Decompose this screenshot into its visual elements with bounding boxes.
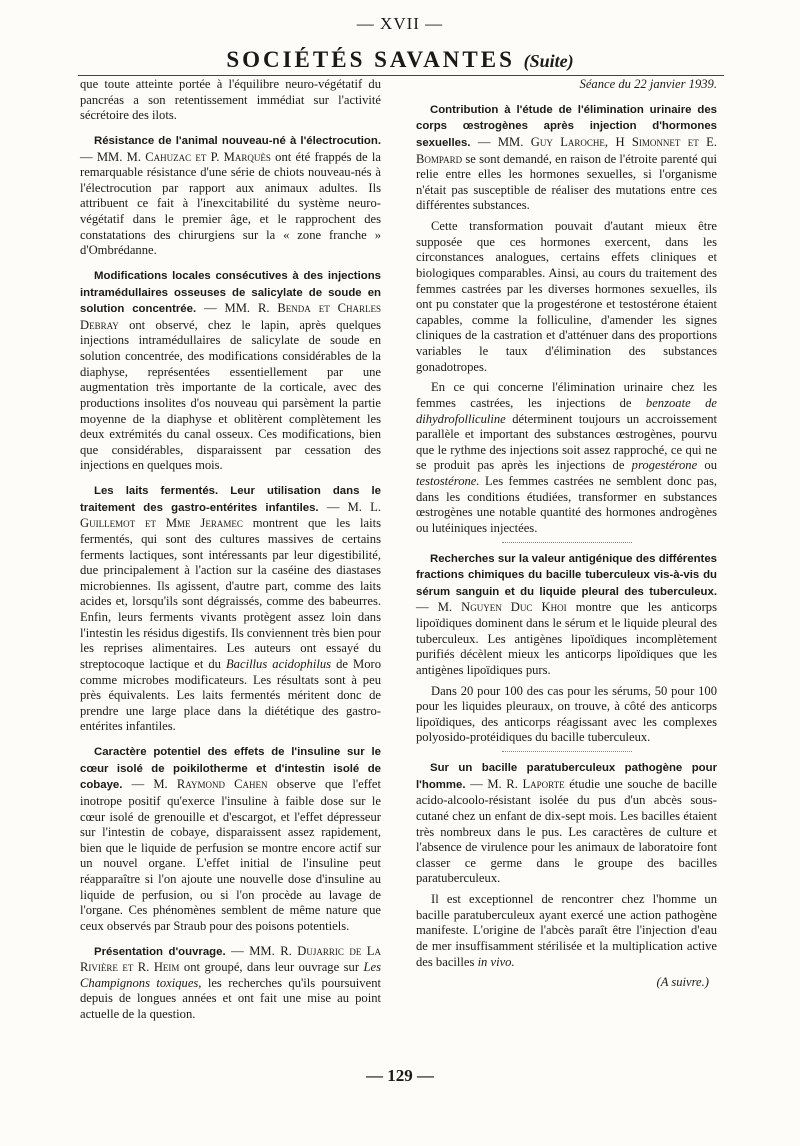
article-salicylate	[80, 268, 381, 474]
text-run: En ce qui concerne l'élimination urinaire chez les femmes castrées, les injections de	[416, 380, 717, 410]
article-title: Les laits fermentés. Leur utilisation dans le traitement des gastro-entérites infantiles.	[80, 485, 381, 514]
article-oestrogenes	[416, 102, 717, 214]
article-body: montre que les anticorps lipoïdiques dominent dans le sérum et le liquide pleural des tuberculeux. Les antigènes lipoïdiques incomplètement purifiés décèlent mieux les anticorps lipoïdiques que les antigènes lipoïdiques purs.	[416, 600, 717, 677]
text-italic: progestérone	[631, 458, 698, 473]
section-title-suite: (Suite)	[523, 51, 574, 71]
article-ouvrage	[80, 944, 381, 1023]
right-column	[416, 77, 717, 1000]
article-body: les recherches qu'ils poursuivent depuis de longues années et ont fait une mise au point actuelle de la question.	[80, 975, 381, 1021]
article-title: Sur un bacille paratuberculeux pathogène pour l'homme.	[416, 762, 717, 791]
intro-paragraph: que toute atteinte portée à l'équilibre neuro-végétatif du pancréas a son retentissement immédiat sur l'activité sécrétoire des ilots.	[80, 77, 381, 123]
article-laits-fermentes	[80, 483, 381, 735]
article-body: étudie une souche de bacille acido-alcoolo-résistant isolée du pus d'un abcès sous-cutané chez un enfant de dix-sept mois. Les bacilles étaient très nombreux dans le pus. Les caractères de culture et l'absence de virulence pour les animaux de laboratoire font classer ce germe dans le groupe des bacilles paratuberculeux.	[416, 776, 717, 886]
page-folio: — XVII —	[356, 14, 444, 33]
text-italic: testostérone.	[416, 474, 480, 488]
article-authors: — MM. R. Dujarric de La Rivière et R. Heim	[80, 943, 381, 975]
article-body-italic: Les Champignons toxiques,	[80, 960, 381, 990]
a-suivre: (A suivre.)	[656, 975, 709, 990]
article-authors: — MM. M. Cahuzac et P. Marquès	[80, 149, 271, 164]
text-run: Il est exceptionnel de rencontrer chez l'homme un bacille paratuberculeux ayant exercé une action pathogène manifeste. L'origine de l'abcès paraît être l'injection d'eau de mer insuffisamment stérilisée et la multiplication active des bacilles	[416, 892, 717, 969]
article-body: se sont demandé, en raison de l'étroite parenté qui relie entre elles les hormones sexuelles, si l'organisme n'était pas susceptible de réaliser des mutations entre ces différentes substances.	[416, 151, 717, 213]
article-authors: — M. Nguyen Duc Khoi	[416, 600, 567, 615]
article-authors: — M. L. Guillemot et Mme Jeramec	[80, 499, 381, 531]
text-run: Les femmes castrées ne semblent donc pas, dans les conditions étudiées, transformer en substances œstrogènes une notable quantité des hormones androgènes ou lutéiniques injectées.	[416, 474, 717, 535]
article-paragraph: Cette transformation pouvait d'autant mieux être supposée que ces hormones exercent, dans les circonstances analogues, certains effets cliniques et biologiques comparables. Ainsi, au cours du traitement des femmes castrées par les diverses hormones sexuelles, ils ont pu constater que la progestérone et testostérone étaient capables, comme la folliculine, d'amender les signes cliniques de la castration et d'atténuer dans des proportions variables le taux d'élimination des substances gonadotropes.	[416, 219, 717, 374]
seance-date: Séance du 22 janvier 1939.	[579, 77, 717, 91]
article-paragraph	[416, 892, 717, 970]
section-title	[0, 47, 800, 73]
article-authors: — M. R. Laporte	[470, 776, 565, 791]
article-body: ont observé, chez le lapin, après quelques injections intramédullaires de salicylate de soude en solution concentrée, des modifications considérables de la diaphyse, représentées essentiellement par une augmentation très importante de la corticale, avec des productions insolites d'os nouveau qui parsèment la partie moyenne de la diaphyse et oblitèrent complètement les deux extrémités du canal osseux. Ces modifications, bien que considérables, disparaissent par cessation des injections en quelques mois.	[80, 317, 382, 473]
article-electrocution	[80, 133, 381, 259]
article-title: Modifications locales consécutives à des injections intramédullaires osseuses de salicylate de soude en solution concentrée.	[80, 269, 381, 316]
text-run: ou	[704, 458, 718, 473]
article-title: Résistance de l'animal nouveau-né à l'électrocution.	[94, 134, 381, 147]
article-body: de Moro comme microbes modificateurs. Les résultats sont à peu près équivalents. Les laits fermentés méritent donc de prendre une large place dans la diététique des gastro-entérites infantiles.	[80, 656, 381, 734]
article-authors: — M. Raymond Cahen	[131, 777, 268, 792]
separator	[502, 542, 632, 543]
article-paragraph	[416, 380, 717, 536]
article-title: Contribution à l'étude de l'élimination urinaire des corps œstrogènes après injection d'hormones sexuelles.	[416, 103, 717, 149]
text-italic: benzoate de dihydrofolliculine	[416, 395, 717, 426]
article-body: montrent que les laits fermentés, qui sont des cultures massives de certains ferments lactiques, sont intéressants par leur digestibilité, due principalement à l'action sur la caséine des diastases microbiennes. Ils agissent, d'autre part, comme des laits acides et, lorsqu'ils sont dégraissés, comme des babeurres. Enfin, leurs ferments vivants protègent assez loin dans l'intestin les résidus digestifs. Ils conviennent très bien pour les reprises alimentaires. Les auteurs ont essayé du streptocoque lactique et du	[80, 516, 381, 671]
article-title: Présentation d'ouvrage.	[94, 945, 226, 958]
separator	[502, 751, 632, 752]
article-insuline	[80, 744, 381, 935]
text-run: déterminent toujours un accroissement parallèle et important des substances œstrogènes, pourvu que le rythme des injections soit assez rapproché, ce qui ne se produit pas après les injections de	[416, 411, 717, 473]
title-rule	[78, 75, 724, 76]
article-body-italic: Bacillus acidophilus	[225, 656, 332, 671]
article-authors: — MM. Guy Laroche, H Simonnet et E. Bompard	[416, 134, 718, 166]
article-title: Recherches sur la valeur antigénique des différentes fractions chimiques du bacille tuberculeux vis-à-vis du sérum sanguin et du liquide pleural des tuberculeux.	[416, 552, 717, 598]
article-authors: — MM. R. Benda et Charles Debray	[80, 301, 381, 332]
article-body: ont été frappés de la remarquable résistance d'une série de chiots nouveau-nés à l'électrocution par rapport aux animaux adultes. Ils attribuent ce fait à l'inexcitabilité du système neuro-végétatif dans le premier âge, et le rapprochent des constatations des chirurgiens sur la « zone franche » d'Ombrédanne.	[80, 149, 381, 258]
page-number: — 129 —	[366, 1066, 434, 1085]
text-italic: in vivo.	[477, 954, 515, 969]
article-paratuberculeux	[416, 760, 717, 887]
left-column	[80, 77, 381, 1032]
article-body: ont groupé, dans leur ouvrage sur	[183, 960, 360, 975]
article-body: observe que l'effet inotrope positif qu'exerce l'insuline à faible dose sur le cœur isolé de grenouille et d'escargot, et l'effet dépresseur sur l'intestin de cobaye, disparaissent assez rapidement, bien que le liquide de perfusion se montre encore actif sur un nouvel organe. L'effet initial de l'insuline peut réapparaître si l'on ajoute une nouvelle dose d'insuline au liquide de perfusion, ou si l'on procède au lavage de l'organe. Ces phénomènes semblent de même nature que ceux observés par Straub pour des poisons potentiels.	[80, 777, 381, 933]
article-antigenique	[416, 551, 717, 679]
article-title: Caractère potentiel des effets de l'insuline sur le cœur isolé de poikilotherme et d'intestin isolé de cobaye.	[80, 746, 381, 792]
section-title-text: SOCIÉTÉS SAVANTES	[226, 47, 515, 72]
article-paragraph: Dans 20 pour 100 des cas pour les sérums, 50 pour 100 pour les liquides pleuraux, on trouve, à côté des anticorps lipoïdiques, des anticorps réagissant avec les complexes polyosido-protéidiques du bacille tuberculeux.	[416, 683, 717, 745]
